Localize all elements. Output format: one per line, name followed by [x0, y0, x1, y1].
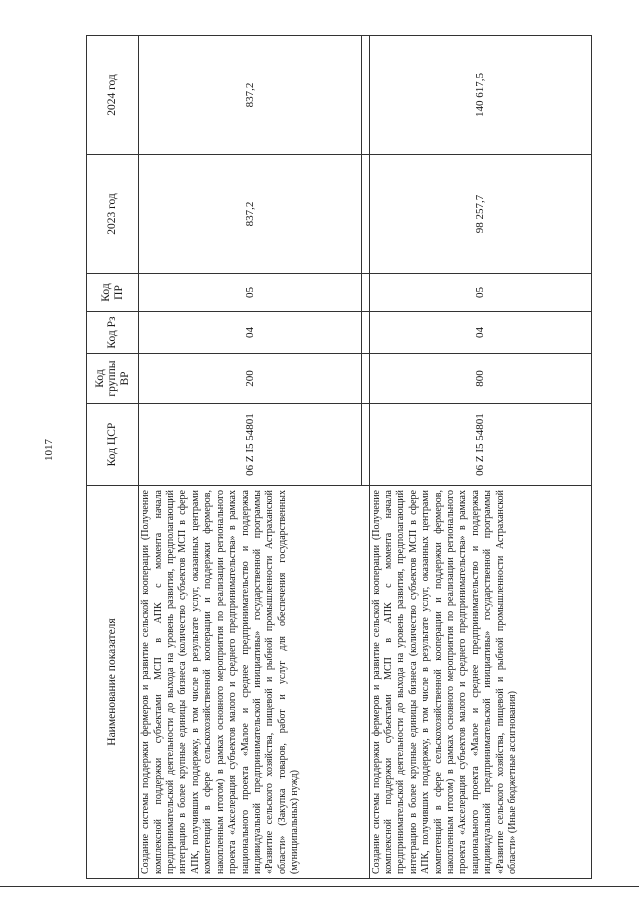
- header-year-2024: 2024 год: [87, 36, 139, 155]
- row-2-vr-code: 800: [369, 354, 592, 404]
- row-1-csr-code: 06 Z I5 54801: [139, 404, 361, 486]
- row-1-indicator-name: Создание системы поддержки фермеров и развитие сельской кооперации (Получение комплексной поддержки субъектами МСП в АПК с момента начала предпринимательской деятельности до выхода на уровень развития, предполагающий интеграцию в более крупные единицы бизнеса (количество субъектов МСП в сфере АПК, получивших поддержку, в том числе в результате услуг, оказанных центрами компетенций в сфере сельскохозяйственной кооперации и поддержки фермеров, накопленным итогом) в рамках основного мероприятия по реализации регионального проекта «Акселерация субъектов малого и среднего предпринимательства» в рамках национального проекта «Малое и среднее предпринимательство и поддержка индивидуальной предпринимательской инициативы» государственной программы «Развитие сельского хозяйства, пищевой и рыбной промышленности Астраханской области» (Закупка товаров, работ и услуг для обеспечения государственных (муниципальных) нужд): [139, 486, 369, 879]
- row-2-indicator-name: Создание системы поддержки фермеров и развитие сельской кооперации (Получение комплексной поддержки субъектами МСП в АПК с момента начала предпринимательской деятельности до выхода на уровень развития, предполагающий интеграцию в более крупные единицы бизнеса (количество субъектов МСП в сфере АПК, получивших поддержку, в том числе в результате услуг, оказанных центрами компетенций в сфере сельскохозяйственной кооперации и поддержки фермеров, накопленным итогом) в рамках основного мероприятия по реализации регионального проекта «Акселерация субъектов малого и среднего предпринимательства» в рамках национального проекта «Малое и среднее предпринимательство и поддержка индивидуальной предпринимательской инициативы» государственной программы «Развитие сельского хозяйства, пищевой и рыбной промышленности Астраханской области» (Иные бюджетные ассигнования): [369, 486, 592, 879]
- row-2-amount-2023: 98 257,7: [369, 155, 592, 274]
- table-row: [139, 36, 361, 879]
- header-pr-code: Код ПР: [87, 274, 139, 312]
- page-number: 1017: [43, 439, 55, 461]
- row-1-rz-code: 04: [139, 312, 361, 354]
- header-vr-code: Код группы ВР: [87, 354, 139, 404]
- row-1-pr-code: 05: [139, 274, 361, 312]
- header-rz-code: Код Рз: [87, 312, 139, 354]
- header-year-2023: 2023 год: [87, 155, 139, 274]
- table-header-row: [87, 36, 139, 879]
- row-2-amount-2024: 140 617,5: [369, 36, 592, 155]
- row-2-csr-code: 06 Z I5 54801: [369, 404, 592, 486]
- budget-table-container: [86, 36, 592, 879]
- row-1-amount-2023: 837,2: [139, 155, 361, 274]
- budget-table: [86, 35, 592, 879]
- row-2-rz-code: 04: [369, 312, 592, 354]
- row-1-vr-code: 200: [139, 354, 361, 404]
- bottom-rule: [0, 886, 639, 887]
- row-2-pr-code: 05: [369, 274, 592, 312]
- header-indicator-name: Наименование показателя: [87, 486, 139, 879]
- rotated-table-frame: [86, 36, 592, 879]
- table-row: [369, 36, 592, 879]
- header-csr-code: Код ЦСР: [87, 404, 139, 486]
- row-1-amount-2024: 837,2: [139, 36, 361, 155]
